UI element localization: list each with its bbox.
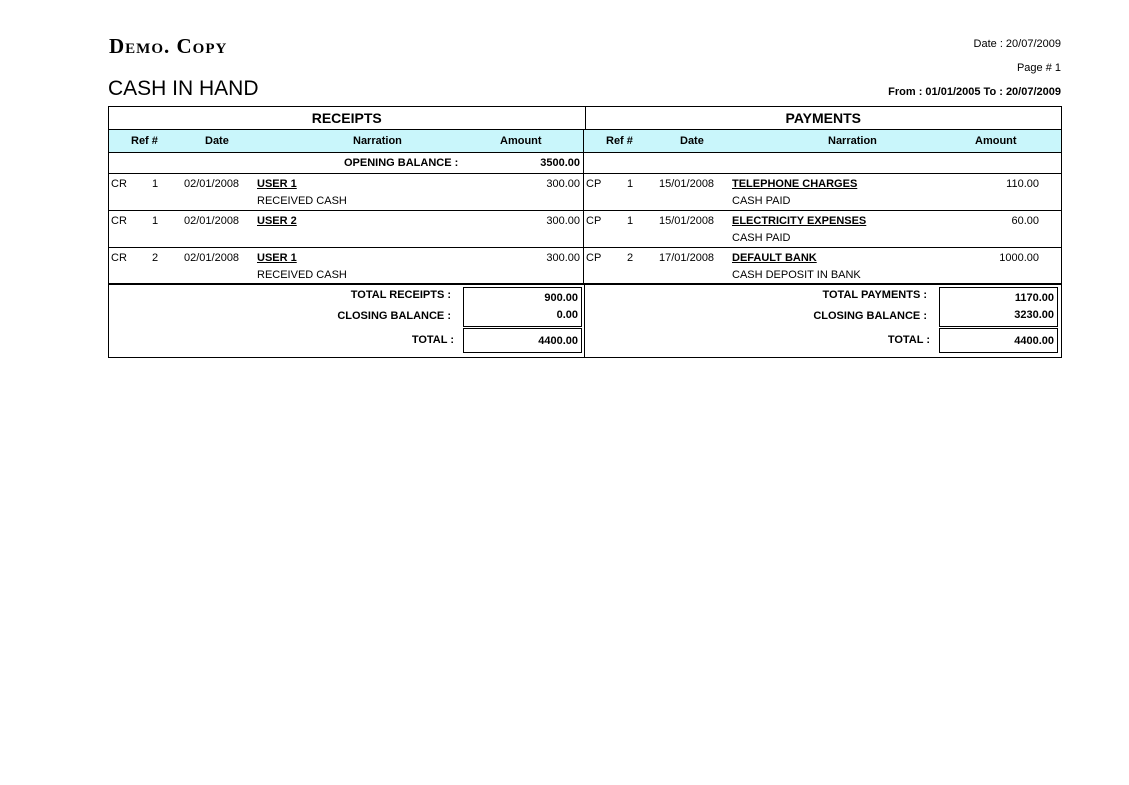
- closing-balance-label: CLOSING BALANCE :: [813, 310, 927, 322]
- col-amount: Amount: [500, 135, 542, 147]
- entry-type: CP: [586, 178, 602, 190]
- table-row: [109, 174, 1061, 211]
- entry-account-link[interactable]: DEFAULT BANK: [732, 252, 817, 264]
- opening-balance-amount: 3500.00: [540, 157, 580, 169]
- entry-date: 15/01/2008: [659, 178, 715, 190]
- entry-type: CP: [586, 215, 602, 227]
- entry-date: 02/01/2008: [184, 252, 240, 264]
- entry-ref: 1: [627, 215, 634, 227]
- report-title: CASH IN HAND: [108, 77, 259, 100]
- section-header-row: [109, 107, 1061, 130]
- grand-total-label: TOTAL :: [411, 334, 454, 346]
- page-number: Page # 1: [1016, 62, 1061, 74]
- entry-ref: 2: [627, 252, 634, 264]
- col-narration: Narration: [828, 135, 877, 147]
- entry-amount: 1000.00: [999, 252, 1039, 264]
- demo-copy-watermark: Demo. Copy: [109, 34, 228, 58]
- entry-account-link[interactable]: USER 1: [257, 178, 297, 190]
- entry-date: 15/01/2008: [659, 215, 715, 227]
- entry-note: CASH DEPOSIT IN BANK: [732, 269, 861, 281]
- entry-account-link[interactable]: USER 1: [257, 252, 297, 264]
- table-row: [109, 248, 1061, 284]
- entry-amount: 60.00: [1011, 215, 1039, 227]
- opening-balance-label: OPENING BALANCE :: [344, 157, 459, 169]
- entry-note: CASH PAID: [732, 195, 791, 207]
- total-receipts-label: TOTAL RECEIPTS :: [350, 289, 451, 301]
- col-narration: Narration: [353, 135, 402, 147]
- grand-total-value: 4400.00: [463, 328, 582, 353]
- col-date: Date: [205, 135, 229, 147]
- opening-balance-row: [109, 153, 1061, 174]
- closing-balance-value: 3230.00: [939, 307, 1058, 327]
- entry-ref: 2: [152, 252, 159, 264]
- entry-amount: 300.00: [546, 178, 580, 190]
- entry-ref: 1: [152, 178, 159, 190]
- entry-note: RECEIVED CASH: [257, 269, 347, 281]
- payments-totals: [584, 284, 1060, 357]
- payments-heading: PAYMENTS: [785, 110, 861, 126]
- grand-total-value: 4400.00: [939, 328, 1058, 353]
- entry-type: CR: [111, 178, 127, 190]
- grand-total-label: TOTAL :: [887, 334, 930, 346]
- totals-section: [108, 283, 1062, 358]
- entry-type: CR: [111, 252, 127, 264]
- report-date: Date : 20/07/2009: [973, 38, 1061, 50]
- cash-report-table: [108, 106, 1062, 285]
- entry-ref: 1: [152, 215, 159, 227]
- entry-date: 02/01/2008: [184, 178, 240, 190]
- entry-type: CR: [111, 215, 127, 227]
- entry-amount: 110.00: [1006, 178, 1039, 190]
- closing-balance-value: 0.00: [463, 307, 582, 327]
- col-ref: Ref #: [131, 135, 158, 147]
- entry-type: CP: [586, 252, 602, 264]
- col-date: Date: [680, 135, 704, 147]
- total-receipts-value: 900.00: [463, 287, 582, 307]
- receipts-totals: [109, 284, 584, 357]
- total-payments-value: 1170.00: [939, 287, 1058, 307]
- entry-note: RECEIVED CASH: [257, 195, 347, 207]
- entry-amount: 300.00: [546, 252, 580, 264]
- entry-account-link[interactable]: TELEPHONE CHARGES: [732, 178, 858, 190]
- entry-ref: 1: [627, 178, 634, 190]
- entry-amount: 300.00: [546, 215, 580, 227]
- entry-date: 17/01/2008: [659, 252, 715, 264]
- date-range: From : 01/01/2005 To : 20/07/2009: [888, 86, 1061, 98]
- entry-note: CASH PAID: [732, 232, 791, 244]
- closing-balance-label: CLOSING BALANCE :: [337, 310, 451, 322]
- entry-date: 02/01/2008: [184, 215, 240, 227]
- col-ref: Ref #: [606, 135, 633, 147]
- total-payments-label: TOTAL PAYMENTS :: [822, 289, 927, 301]
- receipts-heading: RECEIPTS: [109, 107, 586, 129]
- entry-account-link[interactable]: ELECTRICITY EXPENSES: [732, 215, 867, 227]
- table-row: [109, 211, 1061, 248]
- column-header-row: [109, 130, 1061, 153]
- col-amount: Amount: [975, 135, 1017, 147]
- entry-account-link[interactable]: USER 2: [257, 215, 297, 227]
